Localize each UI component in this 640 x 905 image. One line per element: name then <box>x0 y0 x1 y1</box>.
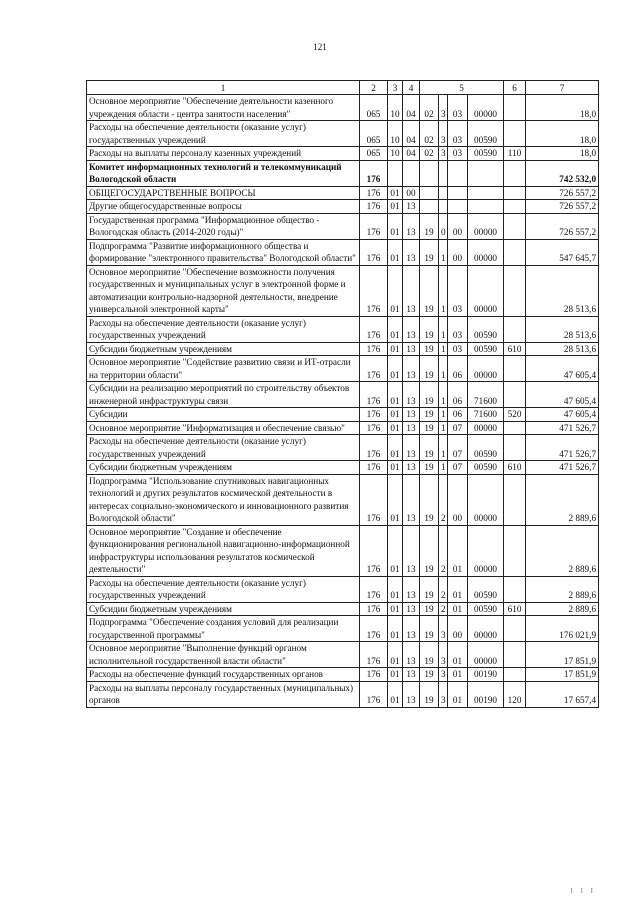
row-col-6: 610 <box>504 461 526 475</box>
row-name: Основное мероприятие "Создание и обеспечение функционирования региональной навигационно-информационной инфраструктуры использования результатов космической деятельности" <box>87 525 360 576</box>
row-target-subprogram: 2 <box>439 525 448 576</box>
row-col-3: 01 <box>388 316 403 342</box>
row-col-2: 176 <box>360 435 388 461</box>
row-col-2: 176 <box>360 382 388 408</box>
row-target-subprogram <box>439 160 448 186</box>
table-row <box>87 239 599 265</box>
row-target-subprogram: 3 <box>439 616 448 642</box>
row-col-2: 176 <box>360 356 388 382</box>
row-col-4: 13 <box>403 461 420 475</box>
row-target-direction: 00000 <box>468 525 504 576</box>
row-col-3: 10 <box>388 147 403 161</box>
row-name: Субсидии бюджетным учреждениям <box>87 342 360 356</box>
row-col-3: 01 <box>388 265 403 316</box>
row-target-event: 06 <box>448 382 468 408</box>
row-target-program: 19 <box>420 435 439 461</box>
row-target-program: 19 <box>420 342 439 356</box>
row-target-event: 00 <box>448 239 468 265</box>
row-col-3: 10 <box>388 95 403 121</box>
row-amount: 726 557,2 <box>526 213 599 239</box>
row-col-3: 01 <box>388 668 403 682</box>
row-name: Основное мероприятие "Информатизация и обеспечение связью" <box>87 421 360 435</box>
row-target-program: 19 <box>420 265 439 316</box>
row-amount: 2 889,6 <box>526 525 599 576</box>
row-target-program: 19 <box>420 576 439 602</box>
row-amount: 18,0 <box>526 147 599 161</box>
row-target-program: 19 <box>420 213 439 239</box>
row-target-subprogram: 1 <box>439 461 448 475</box>
row-amount: 17 657,4 <box>526 681 599 707</box>
row-col-6 <box>504 200 526 214</box>
row-target-direction: 00590 <box>468 121 504 147</box>
row-col-3: 01 <box>388 382 403 408</box>
row-col-4: 13 <box>403 668 420 682</box>
table-row <box>87 616 599 642</box>
row-target-event <box>448 200 468 214</box>
row-col-6 <box>504 239 526 265</box>
row-name: Субсидии бюджетным учреждениям <box>87 461 360 475</box>
row-col-4: 13 <box>403 408 420 422</box>
header-col-3: 3 <box>388 81 403 95</box>
row-col-3: 01 <box>388 342 403 356</box>
table-row <box>87 668 599 682</box>
row-amount: 47 605,4 <box>526 382 599 408</box>
row-target-event <box>448 160 468 186</box>
row-target-direction: 00000 <box>468 213 504 239</box>
row-target-program: 19 <box>420 461 439 475</box>
row-col-6 <box>504 642 526 668</box>
table-row <box>87 435 599 461</box>
row-target-direction: 00000 <box>468 95 504 121</box>
row-col-3: 01 <box>388 239 403 265</box>
row-name: Расходы на выплаты персоналу казенных учреждений <box>87 147 360 161</box>
row-target-direction: 00000 <box>468 642 504 668</box>
row-target-event: 01 <box>448 668 468 682</box>
row-target-direction: 00000 <box>468 239 504 265</box>
row-target-event <box>448 186 468 200</box>
row-target-direction: 00000 <box>468 421 504 435</box>
row-target-subprogram: 2 <box>439 576 448 602</box>
table-row <box>87 681 599 707</box>
row-col-4: 13 <box>403 525 420 576</box>
row-target-subprogram <box>439 186 448 200</box>
row-col-2: 176 <box>360 200 388 214</box>
row-col-4: 13 <box>403 316 420 342</box>
row-col-6 <box>504 213 526 239</box>
row-col-3: 01 <box>388 616 403 642</box>
row-name: Основное мероприятие "Содействие развитию связи и ИТ-отрасли на территории области" <box>87 356 360 382</box>
row-col-3: 10 <box>388 121 403 147</box>
row-target-direction: 00590 <box>468 147 504 161</box>
row-col-4: 13 <box>403 602 420 616</box>
row-target-program: 02 <box>420 147 439 161</box>
row-target-subprogram: 3 <box>439 642 448 668</box>
row-col-6 <box>504 95 526 121</box>
row-target-event: 06 <box>448 356 468 382</box>
row-col-4: 13 <box>403 642 420 668</box>
row-target-event: 01 <box>448 681 468 707</box>
row-name: Расходы на обеспечение деятельности (оказание услуг) государственных учреждений <box>87 316 360 342</box>
row-target-event: 03 <box>448 95 468 121</box>
row-col-6 <box>504 616 526 642</box>
row-target-event: 01 <box>448 602 468 616</box>
row-name: Основное мероприятие "Обеспечение возможности получения государственных и муниципальных услуг в электронной форме и автоматизации контрольно-надзорной деятельности, внедрение универсальной электронной карты" <box>87 265 360 316</box>
row-target-event: 07 <box>448 435 468 461</box>
row-col-4: 13 <box>403 382 420 408</box>
row-target-subprogram: 1 <box>439 408 448 422</box>
row-target-direction: 00000 <box>468 474 504 525</box>
row-target-event: 00 <box>448 474 468 525</box>
row-col-4: 13 <box>403 265 420 316</box>
row-col-4: 13 <box>403 435 420 461</box>
row-col-2: 176 <box>360 474 388 525</box>
row-col-2: 176 <box>360 576 388 602</box>
table-row <box>87 121 599 147</box>
row-target-program <box>420 186 439 200</box>
row-col-6 <box>504 356 526 382</box>
row-target-subprogram: 3 <box>439 668 448 682</box>
row-col-3: 01 <box>388 200 403 214</box>
row-col-3: 01 <box>388 576 403 602</box>
row-target-event: 01 <box>448 576 468 602</box>
table-row <box>87 382 599 408</box>
row-amount: 547 645,7 <box>526 239 599 265</box>
row-col-3: 01 <box>388 421 403 435</box>
row-amount: 2 889,6 <box>526 474 599 525</box>
row-col-6 <box>504 421 526 435</box>
row-target-program: 19 <box>420 474 439 525</box>
row-target-program: 19 <box>420 356 439 382</box>
row-col-4: 13 <box>403 474 420 525</box>
row-amount: 28 513,6 <box>526 265 599 316</box>
table-row <box>87 642 599 668</box>
row-target-direction: 00190 <box>468 668 504 682</box>
row-col-2: 176 <box>360 525 388 576</box>
row-col-6: 520 <box>504 408 526 422</box>
row-target-subprogram: 1 <box>439 342 448 356</box>
row-col-2: 176 <box>360 160 388 186</box>
row-target-program: 19 <box>420 681 439 707</box>
row-col-6: 120 <box>504 681 526 707</box>
row-amount: 471 526,7 <box>526 461 599 475</box>
row-target-subprogram: 0 <box>439 213 448 239</box>
row-name: Подпрограмма "Развитие информационного общества и формирование "электронного правительства" Вологодской области" <box>87 239 360 265</box>
row-amount: 28 513,6 <box>526 316 599 342</box>
row-col-6: 610 <box>504 342 526 356</box>
header-col-2: 2 <box>360 81 388 95</box>
row-col-2: 176 <box>360 642 388 668</box>
table-row <box>87 525 599 576</box>
row-col-6: 610 <box>504 602 526 616</box>
row-target-direction <box>468 186 504 200</box>
row-col-3: 01 <box>388 186 403 200</box>
row-name: Расходы на обеспечение деятельности (оказание услуг) государственных учреждений <box>87 121 360 147</box>
page-number: 121 <box>313 42 327 52</box>
row-amount: 17 851,9 <box>526 668 599 682</box>
row-col-2: 065 <box>360 95 388 121</box>
row-target-subprogram: 1 <box>439 356 448 382</box>
row-amount: 471 526,7 <box>526 421 599 435</box>
row-col-2: 176 <box>360 316 388 342</box>
row-target-program: 19 <box>420 408 439 422</box>
row-target-direction: 71600 <box>468 408 504 422</box>
row-target-direction: 00590 <box>468 316 504 342</box>
row-name: Основное мероприятие "Выполнение функций органом исполнительной государственной власти области" <box>87 642 360 668</box>
row-amount: 742 532,0 <box>526 160 599 186</box>
row-target-event: 01 <box>448 642 468 668</box>
table-row <box>87 421 599 435</box>
table-row <box>87 160 599 186</box>
row-col-4: 13 <box>403 616 420 642</box>
row-target-program: 02 <box>420 95 439 121</box>
row-name: Субсидии <box>87 408 360 422</box>
row-col-4: 04 <box>403 121 420 147</box>
row-col-4: 13 <box>403 356 420 382</box>
row-col-2: 176 <box>360 668 388 682</box>
row-col-4: 13 <box>403 342 420 356</box>
table-row <box>87 186 599 200</box>
row-target-program: 19 <box>420 616 439 642</box>
row-col-3: 01 <box>388 408 403 422</box>
row-col-2: 176 <box>360 421 388 435</box>
row-amount: 471 526,7 <box>526 435 599 461</box>
row-target-event: 03 <box>448 342 468 356</box>
header-col-1: 1 <box>87 81 360 95</box>
row-col-4: 13 <box>403 239 420 265</box>
row-name: Расходы на обеспечение деятельности (оказание услуг) государственных учреждений <box>87 435 360 461</box>
row-target-event: 03 <box>448 147 468 161</box>
row-amount: 2 889,6 <box>526 576 599 602</box>
row-target-program: 19 <box>420 382 439 408</box>
row-col-6 <box>504 382 526 408</box>
row-col-6 <box>504 316 526 342</box>
row-amount: 17 851,9 <box>526 642 599 668</box>
row-target-subprogram: 2 <box>439 602 448 616</box>
row-target-program: 19 <box>420 525 439 576</box>
row-col-2: 176 <box>360 616 388 642</box>
row-target-direction: 00190 <box>468 681 504 707</box>
row-target-subprogram: 1 <box>439 239 448 265</box>
row-col-2: 176 <box>360 265 388 316</box>
table-row <box>87 95 599 121</box>
row-col-3: 01 <box>388 474 403 525</box>
row-amount: 47 605,4 <box>526 356 599 382</box>
budget-table <box>86 80 599 708</box>
row-target-program: 19 <box>420 421 439 435</box>
table-row <box>87 474 599 525</box>
row-col-6 <box>504 435 526 461</box>
row-target-subprogram: 1 <box>439 265 448 316</box>
table-row <box>87 147 599 161</box>
row-col-4: 13 <box>403 213 420 239</box>
row-name: Основное мероприятие "Обеспечение деятельности казенного учреждения области - центра занятости населения" <box>87 95 360 121</box>
row-target-program: 19 <box>420 316 439 342</box>
row-col-6 <box>504 186 526 200</box>
row-target-event: 07 <box>448 421 468 435</box>
header-row <box>87 81 599 95</box>
row-target-direction <box>468 160 504 186</box>
row-col-3: 01 <box>388 461 403 475</box>
row-col-2: 176 <box>360 342 388 356</box>
table-row <box>87 461 599 475</box>
row-target-program <box>420 160 439 186</box>
row-col-6 <box>504 265 526 316</box>
row-col-6 <box>504 121 526 147</box>
row-col-4 <box>403 160 420 186</box>
row-col-2: 065 <box>360 121 388 147</box>
table-row <box>87 602 599 616</box>
row-target-direction: 00590 <box>468 461 504 475</box>
row-target-event: 03 <box>448 121 468 147</box>
row-amount: 28 513,6 <box>526 342 599 356</box>
row-col-3: 01 <box>388 681 403 707</box>
row-col-2: 176 <box>360 681 388 707</box>
row-target-event: 03 <box>448 265 468 316</box>
row-name: Субсидии бюджетным учреждениям <box>87 602 360 616</box>
row-name: Субсидии на реализацию мероприятий по строительству объектов инженерной инфраструктуры связи <box>87 382 360 408</box>
row-col-3: 01 <box>388 213 403 239</box>
row-amount: 18,0 <box>526 95 599 121</box>
row-target-direction: 00000 <box>468 356 504 382</box>
row-name: Другие общегосударственные вопросы <box>87 200 360 214</box>
row-name: Подпрограмма "Обеспечение создания условий для реализации государственной программы" <box>87 616 360 642</box>
row-col-2: 176 <box>360 186 388 200</box>
row-amount: 176 021,9 <box>526 616 599 642</box>
row-name: Расходы на обеспечение деятельности (оказание услуг) государственных учреждений <box>87 576 360 602</box>
row-col-2: 176 <box>360 408 388 422</box>
row-target-program: 19 <box>420 668 439 682</box>
row-name: ОБЩЕГОСУДАРСТВЕННЫЕ ВОПРОСЫ <box>87 186 360 200</box>
header-col-6: 6 <box>504 81 526 95</box>
row-target-direction: 00590 <box>468 435 504 461</box>
row-target-direction: 00590 <box>468 342 504 356</box>
table-row <box>87 213 599 239</box>
row-col-3: 01 <box>388 642 403 668</box>
table-row <box>87 356 599 382</box>
row-col-4: 00 <box>403 186 420 200</box>
row-target-program: 02 <box>420 121 439 147</box>
row-col-3: 01 <box>388 602 403 616</box>
row-target-subprogram: 2 <box>439 474 448 525</box>
row-col-4: 13 <box>403 681 420 707</box>
row-target-event: 06 <box>448 408 468 422</box>
row-target-subprogram: 1 <box>439 421 448 435</box>
row-target-subprogram: 1 <box>439 382 448 408</box>
row-target-subprogram: 3 <box>439 95 448 121</box>
row-col-4: 13 <box>403 200 420 214</box>
row-target-event: 00 <box>448 616 468 642</box>
row-name: Расходы на обеспечение функций государственных органов <box>87 668 360 682</box>
row-target-event: 00 <box>448 213 468 239</box>
row-amount: 2 889,6 <box>526 602 599 616</box>
row-target-event: 07 <box>448 461 468 475</box>
row-target-event: 03 <box>448 316 468 342</box>
corner-mark: I I I <box>570 887 596 895</box>
table-row <box>87 316 599 342</box>
row-amount: 726 557,2 <box>526 186 599 200</box>
row-col-4: 04 <box>403 95 420 121</box>
row-target-subprogram: 3 <box>439 681 448 707</box>
row-target-subprogram <box>439 200 448 214</box>
row-col-2: 176 <box>360 602 388 616</box>
row-target-direction: 00000 <box>468 265 504 316</box>
row-col-6: 110 <box>504 147 526 161</box>
header-col-7: 7 <box>526 81 599 95</box>
row-amount: 18,0 <box>526 121 599 147</box>
row-col-4: 04 <box>403 147 420 161</box>
table-row <box>87 576 599 602</box>
row-target-direction: 00590 <box>468 576 504 602</box>
row-col-3: 01 <box>388 356 403 382</box>
header-col-5: 5 <box>420 81 504 95</box>
row-amount: 726 557,2 <box>526 200 599 214</box>
row-target-subprogram: 3 <box>439 147 448 161</box>
table-row <box>87 342 599 356</box>
row-name: Подпрограмма "Использование спутниковых навигационных технологий и других результатов космической деятельности в интересах социально-экономического и инновационного развития Вологодской области" <box>87 474 360 525</box>
row-target-direction: 71600 <box>468 382 504 408</box>
row-col-6 <box>504 668 526 682</box>
table-body <box>87 95 599 708</box>
row-col-3: 01 <box>388 435 403 461</box>
row-target-program: 19 <box>420 239 439 265</box>
row-col-3: 01 <box>388 525 403 576</box>
table-row <box>87 265 599 316</box>
header-col-4: 4 <box>403 81 420 95</box>
row-target-subprogram: 1 <box>439 435 448 461</box>
row-col-6 <box>504 160 526 186</box>
row-col-2: 176 <box>360 239 388 265</box>
row-name: Расходы на выплаты персоналу государственных (муниципальных) органов <box>87 681 360 707</box>
row-col-6 <box>504 474 526 525</box>
row-col-4: 13 <box>403 421 420 435</box>
row-target-program <box>420 200 439 214</box>
row-target-direction <box>468 200 504 214</box>
row-col-4: 13 <box>403 576 420 602</box>
row-target-program: 19 <box>420 602 439 616</box>
row-col-2: 176 <box>360 461 388 475</box>
table-row <box>87 408 599 422</box>
row-amount: 47 605,4 <box>526 408 599 422</box>
row-target-direction: 00000 <box>468 616 504 642</box>
row-col-6 <box>504 576 526 602</box>
row-name: Комитет информационных технологий и телекоммуникаций Вологодской области <box>87 160 360 186</box>
row-target-subprogram: 1 <box>439 316 448 342</box>
row-name: Государственная программа "Информационное общество - Вологодская область (2014-2020 годы)" <box>87 213 360 239</box>
row-col-2: 176 <box>360 213 388 239</box>
row-col-3 <box>388 160 403 186</box>
row-col-2: 065 <box>360 147 388 161</box>
table-row <box>87 200 599 214</box>
row-target-program: 19 <box>420 642 439 668</box>
row-target-subprogram: 3 <box>439 121 448 147</box>
row-target-event: 01 <box>448 525 468 576</box>
row-col-6 <box>504 525 526 576</box>
row-target-direction: 00590 <box>468 602 504 616</box>
